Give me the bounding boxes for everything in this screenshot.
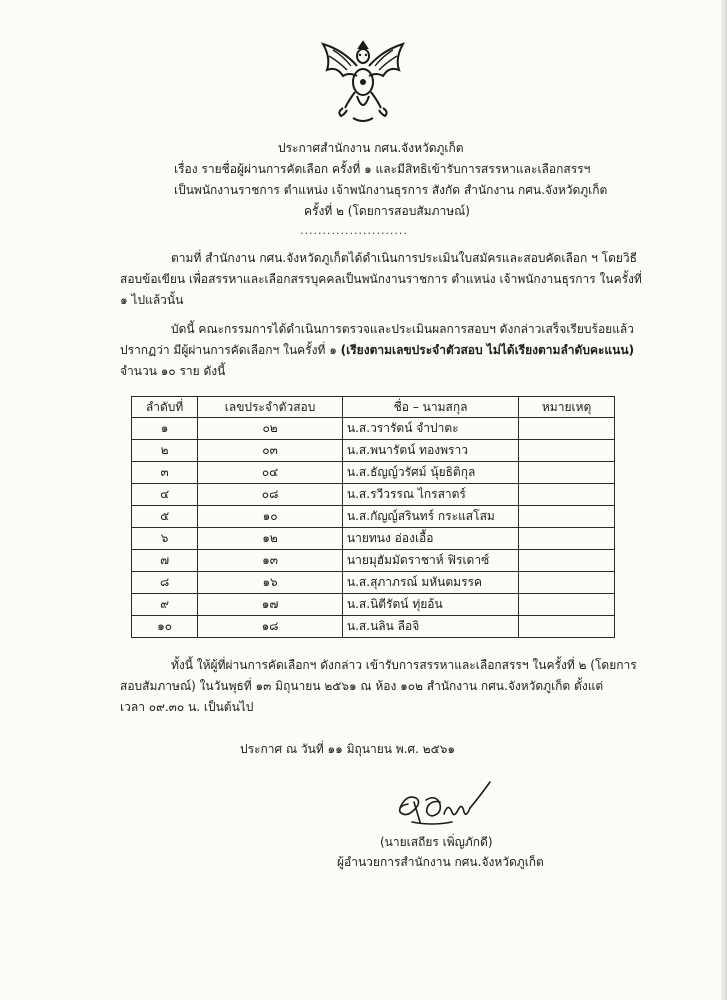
cell-note <box>519 550 615 572</box>
cell-order: ๕ <box>132 506 198 528</box>
cell-name: น.ส.ธัญญ์วรัศม์ นุ้ยธิติกุล <box>342 462 518 484</box>
paragraph-1-line-1: ตามที่ สำนักงาน กศน.จังหวัดภูเก็ตได้ดำเนินการประเมินใบสมัครและสอบคัดเลือก ฯ โดยวิธี <box>171 251 637 265</box>
cell-name: น.ส.กัญญ์สรินทร์ กระแสโสม <box>342 506 518 528</box>
announcement-subject-line1: เรื่อง รายชื่อผู้ผ่านการคัดเลือก ครั้งที่ ๑ และมีสิทธิเข้ารับการสรรหาและเลือกสรรฯ <box>174 162 591 176</box>
cell-note <box>519 506 615 528</box>
table-row <box>132 528 615 550</box>
cell-exam-id: ๑๐ <box>198 506 343 528</box>
table-row <box>132 418 615 440</box>
cell-order: ๙ <box>132 594 198 616</box>
table-row <box>132 550 615 572</box>
cell-note <box>519 440 615 462</box>
cell-name: นายทนง อ่องเอื้อ <box>342 528 518 550</box>
cell-exam-id: ๐๒ <box>198 418 343 440</box>
cell-exam-id: ๐๓ <box>198 440 343 462</box>
paragraph-1-line-3: ๑ ไปแล้วนั้น <box>120 293 184 307</box>
cell-order: ๒ <box>132 440 198 462</box>
table-row <box>132 616 615 638</box>
header-full-name: ชื่อ – นามสกุล <box>342 397 518 418</box>
header-remarks: หมายเหตุ <box>519 397 615 418</box>
cell-name: นายมุฮัมมัดราชาห์ ฟิรเดาซ์ <box>342 550 518 572</box>
paragraph-2-line-2-text: ปรากฏว่า มีผู้ผ่านการคัดเลือกฯ ในครั้งที่ ๑ <box>120 343 341 357</box>
cell-name: น.ส.สุภาภรณ์ มหันตมรรค <box>342 572 518 594</box>
cell-name: น.ส.รวีวรรณ ไกรสาตร์ <box>342 484 518 506</box>
cell-order: ๖ <box>132 528 198 550</box>
table-header-row <box>132 397 615 418</box>
announcement-title: ประกาศสำนักงาน กศน.จังหวัดภูเก็ต <box>278 141 464 155</box>
cell-order: ๓ <box>132 462 198 484</box>
paragraph-2-line-2 <box>120 341 634 359</box>
table-row <box>132 462 615 484</box>
announcement-subject-line2: เป็นพนักงานราชการ ตำแหน่ง เจ้าพนักงานธุรการ สังกัด สำนักงาน กศน.จังหวัดภูเก็ต <box>174 183 608 197</box>
cell-order: ๑๐ <box>132 616 198 638</box>
announcement-subject-line3: ครั้งที่ ๒ (โดยการสอบสัมภาษณ์) <box>304 204 470 218</box>
cell-exam-id: ๑๘ <box>198 616 343 638</box>
header-exam-id: เลขประจำตัวสอบ <box>198 397 343 418</box>
cell-exam-id: ๑๓ <box>198 550 343 572</box>
table-row <box>132 594 615 616</box>
signer-name: (นายเสถียร เพิ่ญภักดี) <box>380 835 493 849</box>
scan-edge-shadow <box>721 0 727 1000</box>
cell-exam-id: ๑๒ <box>198 528 343 550</box>
cell-exam-id: ๐๔ <box>198 462 343 484</box>
cell-name: น.ส.วรารัตน์ จำปาตะ <box>342 418 518 440</box>
paragraph-3-line-2: สอบสัมภาษณ์) ในวันพุธที่ ๑๓ มิถุนายน ๒๕๖๑ ณ ห้อง ๑๐๒ สำนักงาน กศน.จังหวัดภูเก็ต ตั้งแต่ <box>120 679 604 693</box>
ordering-note: (เรียงตามเลขประจำตัวสอบ ไม่ได้เรียงตามลำดับคะแนน) <box>340 343 635 357</box>
cell-note <box>519 528 615 550</box>
header-order: ลำดับที่ <box>132 397 198 418</box>
announcement-date: ประกาศ ณ วันที่ ๑๑ มิถุนายน พ.ศ. ๒๕๖๑ <box>240 742 455 756</box>
cell-exam-id: ๐๘ <box>198 484 343 506</box>
handwritten-signature-icon <box>392 778 502 830</box>
cell-exam-id: ๑๖ <box>198 572 343 594</box>
cell-note <box>519 616 615 638</box>
paragraph-3-line-1: ทั้งนี้ ให้ผู้ที่ผ่านการคัดเลือกฯ ดังกล่าว เข้ารับการสรรหาและเลือกสรรฯ ในครั้งที่ ๒ (โดยการ <box>171 658 637 672</box>
header-separator: ........................ <box>300 224 408 237</box>
paragraph-3-line-3: เวลา ๐๙.๓๐ น. เป็นต้นไป <box>120 700 254 714</box>
paragraph-1-line-2: สอบข้อเขียน เพื่อสรรหาและเลือกสรรบุคคลเป็นพนักงานราชการ ตำแหน่ง เจ้าพนักงานธุรการ ในครั้งที่ <box>120 272 642 286</box>
cell-order: ๔ <box>132 484 198 506</box>
cell-order: ๘ <box>132 572 198 594</box>
table-row <box>132 572 615 594</box>
cell-note <box>519 418 615 440</box>
table-row <box>132 484 615 506</box>
cell-exam-id: ๑๗ <box>198 594 343 616</box>
table-row <box>132 506 615 528</box>
cell-note <box>519 462 615 484</box>
signer-title: ผู้อำนวยการสำนักงาน กศน.จังหวัดภูเก็ต <box>337 855 544 869</box>
cell-note <box>519 484 615 506</box>
cell-order: ๗ <box>132 550 198 572</box>
cell-name: น.ส.นิตีรัตน์ ทุ่ยอ้น <box>342 594 518 616</box>
cell-note <box>519 594 615 616</box>
cell-note <box>519 572 615 594</box>
table-row <box>132 440 615 462</box>
paragraph-2-line-3: จำนวน ๑๐ ราย ดังนี้ <box>120 364 226 378</box>
paragraph-2-line-1: บัดนี้ คณะกรรมการได้ดำเนินการตรวจและประเมินผลการสอบฯ ดังกล่าวเสร็จเรียบร้อยแล้ว <box>171 322 635 336</box>
cell-name: น.ส.พนารัตน์ ทองพราว <box>342 440 518 462</box>
cell-name: น.ส.นลิน ลือจิ <box>342 616 518 638</box>
candidate-table <box>131 396 615 638</box>
cell-order: ๑ <box>132 418 198 440</box>
garuda-emblem-icon <box>313 36 413 126</box>
